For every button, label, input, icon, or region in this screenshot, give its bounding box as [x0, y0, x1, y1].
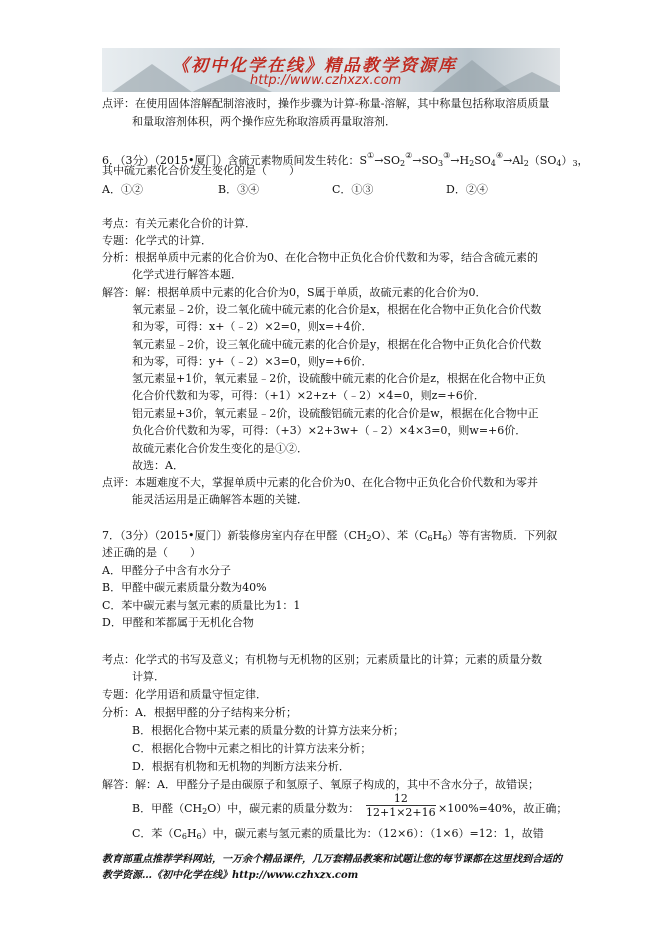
text-line: 故硫元素化合价发生变化的是①②．: [132, 442, 308, 455]
text-line: 故选：A．: [132, 459, 184, 472]
text-line: 述正确的是（ ）: [102, 546, 201, 559]
footer-line: 教学资源…《初中化学在线》http://www.czhxzx.com: [102, 870, 359, 881]
question-6-stem: 6．（3分）（2015•厦门）含硫元素物质间发生转化：$S^①\to SO_2^②\to SO_3^③\to H_2SO_4^④\to Al_2(SO_4)_3$，: [102, 151, 589, 168]
text-line: 化学式进行解答本题．: [132, 268, 242, 281]
text-line: 氢元素显+1价，氧元素显﹣2价，设硫酸中硫元素的化合价是z，根据在化合物中正负: [132, 372, 547, 385]
fraction-numerator: 12: [366, 792, 436, 806]
text-line: 计算．: [132, 670, 165, 683]
footer-line: 教育部重点推荐学科网站，一万余个精品课件，几万套精品教案和试题让您的每节课都在这里找到合适的: [102, 854, 562, 865]
text-line: 能灵活运用是正确解答本题的关键．: [132, 493, 308, 506]
answer-c-line: C．苯$(C_6H_6)$中，碳元素与氢元素的质量比为：（12×6）：（1×6）=12：1，故错: [132, 827, 544, 841]
text-line: 铝元素显+3价，氧元素显﹣2价，设硫酸铝硫元素的化合价是w，根据在化合物中正: [132, 407, 539, 420]
text-line: 分析：根据单质中元素的化合价为0、在化合物中正负化合价代数和为零，结合含硫元素的: [102, 251, 538, 264]
text-line: 和量取溶剂体积，两个操作应先称取溶质再量取溶剂．: [132, 115, 396, 128]
text-line: 考点：化学式的书写及意义；有机物与无机物的区别；元素质量比的计算；元素的质量分数: [102, 653, 542, 666]
header-banner: [102, 48, 560, 92]
text-line: 氧元素显﹣2价，设三氧化硫中硫元素的化合价是y，根据在化合物中正负化合价代数: [132, 338, 542, 351]
text-line: D．根据有机物和无机物的判断方法来分析．: [132, 760, 350, 773]
text-line: 和为零，可得：x+（﹣2）×2=0，则x=+4价．: [132, 320, 373, 333]
text-line: 考点：有关元素化合价的计算．: [102, 217, 256, 230]
text-line: 解答：解：A．甲醛分子是由碳原子和氢原子、氧原子构成的，其中不含水分子，故错误；: [102, 778, 539, 791]
option-d: D．②④: [446, 183, 488, 196]
option-a: A．甲醛分子中含有水分子: [102, 564, 231, 577]
option-a: A．①②: [102, 183, 143, 196]
text-line: 分析：A．根据甲醛的分子结构来分析；: [102, 706, 297, 719]
banner-title: 《初中化学在线》精品教学资源库: [172, 56, 457, 76]
option-b: B．③④: [218, 183, 260, 196]
question-7-stem: 7．（3分）（2015•厦门）新装修房室内存在甲醛$(CH_2O)$、苯$(C_6H_6)$等有害物质．下列叙: [102, 529, 558, 543]
text-line: B．根据化合物中某元素的质量分数的计算方法来分析；: [132, 724, 405, 737]
fraction-denominator: 12+1×2+16: [366, 806, 436, 819]
mass-fraction: [366, 792, 436, 819]
text-line: C．根据化合物中元素之相比的计算方法来分析；: [132, 742, 372, 755]
text-line: 和为零，可得：y+（﹣2）×3=0，则y=+6价．: [132, 355, 373, 368]
text-line: 专题：化学用语和质量守恒定律．: [102, 688, 267, 701]
banner-url[interactable]: http://www.czhxzx.com: [250, 73, 402, 88]
text-line: 专题：化学式的计算．: [102, 234, 212, 247]
option-c: C．①③: [332, 183, 374, 196]
answer-b-line: B．甲醛$(CH_2O)$中，碳元素的质量分数为：: [132, 802, 360, 816]
text-line: 点评：在使用固体溶解配制溶液时，操作步骤为计算-称量-溶解，其中称量包括称取溶质质量: [102, 97, 550, 110]
text-line: 化合价代数和为零，可得：（+1）×2+z+（﹣2）×4=0，则z=+6价．: [132, 389, 485, 402]
text-line: 氧元素显﹣2价，设二氧化硫中硫元素的化合价是x，根据在化合物中正负化合价代数: [132, 303, 542, 316]
text-line: 点评：本题难度不大，掌握单质中元素的化合价为0、在化合物中正负化合价代数和为零并: [102, 476, 538, 489]
text-line: 负化合价代数和为零，可得：（+3）×2+3w+（﹣2）×4×3=0，则w=+6价．: [132, 424, 527, 437]
text-line: 解答：解：根据单质中元素的化合价为0，S属于单质，故硫元素的化合价为0．: [102, 286, 487, 299]
option-d: D．甲醛和苯都属于无机化合物: [102, 616, 254, 629]
option-b: B．甲醛中碳元素质量分数为40%: [102, 581, 267, 594]
text-line: 其中硫元素化合价发生变化的是（ ）: [102, 164, 300, 177]
text-line: ×100%=40%，故正确；: [438, 802, 568, 815]
option-c: C．苯中碳元素与氢元素的质量比为1：1: [102, 599, 301, 612]
